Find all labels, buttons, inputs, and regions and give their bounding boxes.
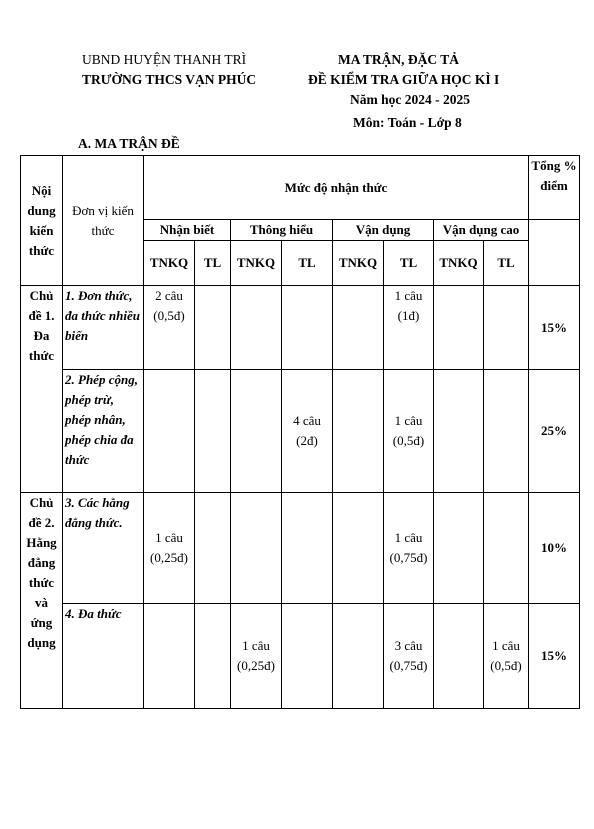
- cell: [484, 370, 529, 493]
- level-apply-high: Vận dụng cao: [434, 220, 529, 241]
- unit-2: 2. Phép cộng, phép trừ, phép nhân, phép chia đa thức: [63, 370, 144, 493]
- cell: [195, 286, 231, 370]
- cell: [434, 604, 484, 709]
- cell: [144, 370, 195, 493]
- cell: 1 câu (0,5đ): [384, 370, 434, 493]
- cell: 1 câu (0,5đ): [484, 604, 529, 709]
- header-unit: Đơn vị kiến thức: [63, 156, 144, 286]
- cell: [484, 286, 529, 370]
- cell: [333, 370, 384, 493]
- header-total-blank: [529, 220, 580, 286]
- sub-tl: TL: [195, 241, 231, 286]
- topic-1: Chủ đề 1. Đa thức: [21, 286, 63, 493]
- sub-tnkq: TNKQ: [231, 241, 282, 286]
- cell: [434, 493, 484, 604]
- row-total: 15%: [529, 604, 580, 709]
- school-name: TRƯỜNG THCS VẠN PHÚC: [82, 72, 257, 87]
- cell: [434, 286, 484, 370]
- cell: 1 câu (0,25đ): [144, 493, 195, 604]
- sub-tnkq: TNKQ: [333, 241, 384, 286]
- school-year: Năm học 2024 - 2025: [350, 92, 470, 107]
- cell: [434, 370, 484, 493]
- cell: [282, 493, 333, 604]
- cell: 4 câu (2đ): [282, 370, 333, 493]
- section-title: A. MA TRẬN ĐỀ: [78, 136, 180, 151]
- sub-tl: TL: [484, 241, 529, 286]
- sub-tl: TL: [384, 241, 434, 286]
- cell: 3 câu (0,75đ): [384, 604, 434, 709]
- topic-2: Chủ đề 2. Hằng đẳng thức và ứng dụng: [21, 493, 63, 709]
- row-total: 25%: [529, 370, 580, 493]
- unit-4: 4. Đa thức: [63, 604, 144, 709]
- cell: [195, 493, 231, 604]
- header-total: Tổng % điểm: [529, 156, 580, 220]
- cell: 1 câu (1đ): [384, 286, 434, 370]
- sub-tnkq: TNKQ: [434, 241, 484, 286]
- cell: [282, 286, 333, 370]
- row-total: 15%: [529, 286, 580, 370]
- district-name: UBND HUYỆN THANH TRÌ: [82, 52, 247, 67]
- cell: 1 câu (0,25đ): [231, 604, 282, 709]
- sub-tl: TL: [282, 241, 333, 286]
- header-level: Mức độ nhận thức: [144, 156, 529, 220]
- cell: [195, 604, 231, 709]
- cell: [231, 493, 282, 604]
- sub-tnkq: TNKQ: [144, 241, 195, 286]
- cell: [484, 493, 529, 604]
- subject-grade: Môn: Toán - Lớp 8: [353, 115, 462, 130]
- header-content: Nội dung kiến thức: [21, 156, 63, 286]
- cell: [231, 286, 282, 370]
- exam-title: ĐỀ KIỂM TRA GIỮA HỌC KÌ I: [308, 72, 500, 87]
- doc-title: MA TRẬN, ĐẶC TẢ: [338, 52, 460, 67]
- cell: 2 câu (0,5đ): [144, 286, 195, 370]
- cell: [333, 604, 384, 709]
- unit-1: 1. Đơn thức, đa thức nhiều biến: [63, 286, 144, 370]
- unit-3: 3. Các hằng đẳng thức.: [63, 493, 144, 604]
- cell: [333, 286, 384, 370]
- level-understand: Thông hiểu: [231, 220, 333, 241]
- cell: [282, 604, 333, 709]
- cell: [231, 370, 282, 493]
- level-apply: Vận dụng: [333, 220, 434, 241]
- level-recognize: Nhận biết: [144, 220, 231, 241]
- row-total: 10%: [529, 493, 580, 604]
- cell: [144, 604, 195, 709]
- cell: [333, 493, 384, 604]
- matrix-table: [20, 155, 580, 709]
- cell: [195, 370, 231, 493]
- cell: 1 câu (0,75đ): [384, 493, 434, 604]
